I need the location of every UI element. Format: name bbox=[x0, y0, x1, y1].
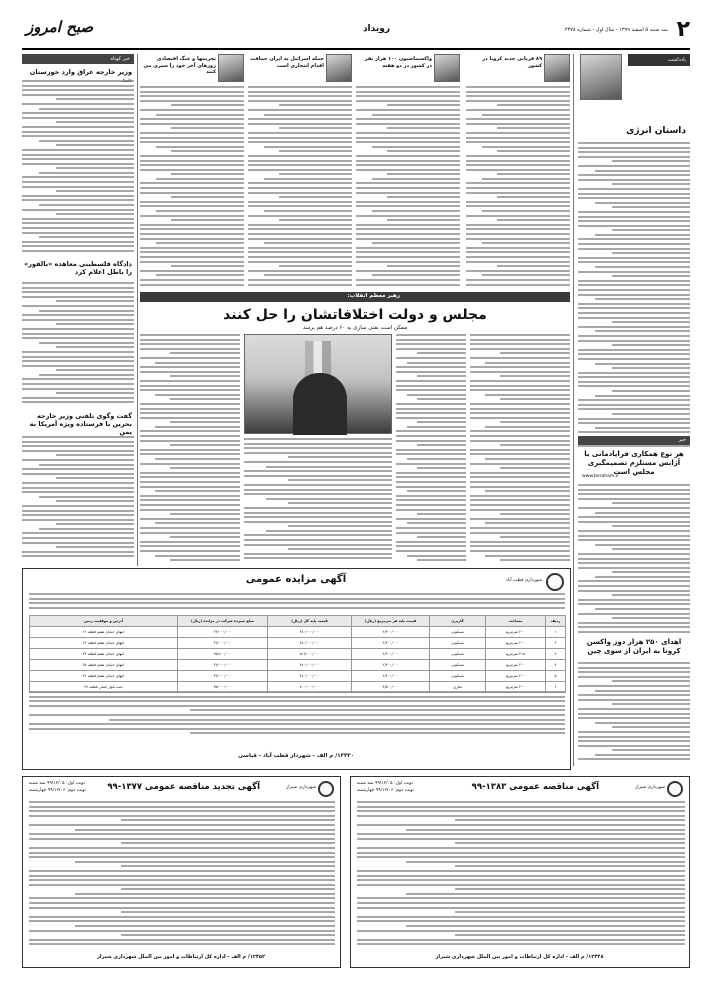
auction-conditions-text bbox=[29, 691, 565, 745]
news-headline-vaccine: اهدای ۲۵۰ هزار دوز واکسن کرونا به ایران از سوی چین bbox=[586, 638, 682, 655]
left-headline-balfour: دادگاه فلسطینی معاهده «بالفور» را باطل اعلام کرد bbox=[24, 260, 132, 276]
auction-org: شهرداری قطب آباد bbox=[505, 578, 542, 583]
table-cell: مسکونی bbox=[430, 660, 486, 671]
page-number: ۲ bbox=[676, 17, 690, 42]
table-cell: ۵۱۶/۰۰۰/۰۰۰ bbox=[268, 649, 352, 660]
table-cell: مسکونی bbox=[430, 627, 486, 638]
table-cell: ۳/۵۰۰/۰۰۰ bbox=[352, 682, 430, 693]
section-title: رویداد bbox=[362, 24, 390, 34]
table-cell: ۲۱۵ مترمربع bbox=[486, 649, 546, 660]
tender-date-1: نوبت اول: ۹۹/۱۲/۰۵ سه شنبه bbox=[29, 781, 85, 786]
main-story-headline: مجلس و دولت اختلافاتشان را حل کنند bbox=[223, 307, 487, 323]
opinion-website[interactable]: www.beraham.ir bbox=[582, 474, 619, 479]
top-news-text bbox=[248, 86, 352, 290]
table-cell: ۶ bbox=[546, 682, 566, 693]
col-header: آدرس و موقعیت زمین bbox=[30, 616, 178, 627]
tender-body-text bbox=[29, 801, 335, 949]
table-cell: ۲/۴۰۰/۰۰۰ bbox=[352, 671, 430, 682]
table-cell: ۴۸۰/۰۰۰/۰۰۰ bbox=[268, 671, 352, 682]
top-news-item bbox=[466, 54, 570, 290]
auction-title: آگهی مزایده عمومی bbox=[245, 574, 347, 585]
table-cell: ۵ bbox=[546, 671, 566, 682]
top-news-item bbox=[356, 54, 460, 290]
top-news-text bbox=[140, 86, 244, 290]
main-story bbox=[140, 292, 570, 567]
table-cell: ۳ bbox=[546, 649, 566, 660]
table-cell: انتهای خیابان هفتم قطعه ۲۵ bbox=[30, 660, 178, 671]
main-story-text-col-3 bbox=[140, 334, 240, 566]
news-badge: خبر bbox=[578, 436, 690, 445]
masthead-logo: صبح امروز bbox=[26, 18, 94, 36]
col-header: مساحت bbox=[486, 616, 546, 627]
opinion-title: داستان انرژی bbox=[626, 126, 686, 136]
tender-date-1: نوبت اول: ۹۹/۱۲/۰۵ سه شنبه bbox=[357, 781, 413, 786]
table-cell: ۲۴/۰۰۰/۰۰۰ bbox=[178, 671, 268, 682]
table-cell: ۳۵/۰۰۰/۰۰۰ bbox=[178, 682, 268, 693]
table-cell: ۴۸۰/۰۰۰/۰۰۰ bbox=[268, 660, 352, 671]
table-row bbox=[30, 660, 566, 671]
col-header: قیمت پایه کل (ریال) bbox=[268, 616, 352, 627]
auction-ad bbox=[22, 568, 571, 770]
opinion-text bbox=[578, 142, 690, 452]
table-cell: ۲۰۰ مترمربع bbox=[486, 627, 546, 638]
page-header bbox=[22, 18, 690, 48]
table-cell: ۲۰۰ مترمربع bbox=[486, 638, 546, 649]
col-header: کاربری bbox=[430, 616, 486, 627]
tender-date-2: نوبت دوم: ۹۹/۱۲/۰۶ چهارشنبه bbox=[29, 788, 86, 793]
auction-intro-text bbox=[29, 593, 565, 613]
table-cell: انتهای خیابان هفتم قطعه ۲۴ bbox=[30, 649, 178, 660]
table-cell: ۴۸۰/۰۰۰/۰۰۰ bbox=[268, 638, 352, 649]
main-story-text-col-4 bbox=[244, 438, 392, 566]
table-cell: ۲۰۰ مترمربع bbox=[486, 660, 546, 671]
table-cell: ۲۴/۰۰۰/۰۰۰ bbox=[178, 660, 268, 671]
table-row bbox=[30, 638, 566, 649]
top-news-title: حمله اسرائیل به ایران حماقت اقدام انتحاری است bbox=[250, 56, 324, 69]
table-cell: ۷۰۰/۰۰۰/۰۰۰ bbox=[268, 682, 352, 693]
header-rule bbox=[22, 48, 690, 50]
auction-table bbox=[29, 615, 566, 693]
table-cell: ۲/۴۰۰/۰۰۰ bbox=[352, 649, 430, 660]
left-headline-bahrain: گفت وگوی تلفنی وزیر خارجه بحرین با فرستاده ویژه آمریکا به یمن bbox=[29, 412, 132, 436]
opinion-badge: یادداشت bbox=[628, 54, 690, 66]
auction-footer: ۱۲۴۳۰/ م الف - شهردار قطب آباد - قیاسی bbox=[237, 753, 355, 759]
news-photo bbox=[434, 54, 460, 82]
left-text-3 bbox=[22, 436, 134, 564]
left-badge: خبر کوتاه bbox=[22, 54, 134, 64]
top-news-title: واکسیناسیون ۱۰۰ هزار نفر در کشور در دو هفته bbox=[364, 56, 432, 69]
news-photo bbox=[218, 54, 244, 82]
table-row bbox=[30, 627, 566, 638]
top-news-text bbox=[356, 86, 460, 290]
main-story-text-col-2 bbox=[396, 334, 466, 566]
top-news-title: ۸۹ قربانی جدید کرونا در کشور bbox=[482, 56, 542, 69]
table-row bbox=[30, 649, 566, 660]
news-headline-parliament: هر نوع همکاری فراپادمانی با آژانس مستلزم تصمیمگیری مجلس است bbox=[584, 450, 684, 476]
top-news-item bbox=[140, 54, 244, 290]
tender-footer: ۱۲۴۴۸/ م الف - اداره کل ارتباطات و امور بین الملل شهرداری شیراز bbox=[435, 954, 604, 960]
table-cell: ۲ bbox=[546, 638, 566, 649]
table-cell: جنب بلوار اصلی قطعه ۲۷ bbox=[30, 682, 178, 693]
table-cell: مسکونی bbox=[430, 638, 486, 649]
table-cell: ۲۴/۰۰۰/۰۰۰ bbox=[178, 627, 268, 638]
tender-ad-1377 bbox=[22, 776, 341, 968]
news-photo bbox=[544, 54, 570, 82]
table-cell: ۴ bbox=[546, 660, 566, 671]
main-story-text-col-1 bbox=[470, 334, 570, 566]
table-cell: مسکونی bbox=[430, 649, 486, 660]
tender-title: آگهی مناقصه عمومی ۱۳۸۳-۹۹ bbox=[471, 782, 599, 792]
shiraz-logo bbox=[318, 781, 334, 797]
left-news-column bbox=[22, 54, 134, 564]
top-news-text bbox=[466, 86, 570, 290]
col-header: ردیف bbox=[546, 616, 566, 627]
tender-ad-1383 bbox=[350, 776, 690, 968]
top-news-item bbox=[248, 54, 352, 290]
right-news-column bbox=[578, 436, 690, 766]
news-text-2 bbox=[578, 662, 690, 766]
left-text-2 bbox=[22, 282, 134, 408]
author-photo bbox=[580, 54, 622, 100]
top-news-strip bbox=[140, 54, 570, 290]
news-text-1 bbox=[578, 484, 690, 636]
tender-title: آگهی تجدید مناقصه عمومی ۱۳۷۷-۹۹ bbox=[107, 782, 260, 792]
main-story-kicker: رهبر معظم انقلاب: bbox=[347, 293, 400, 299]
shiraz-logo-text: شهرداری شیراز bbox=[635, 785, 665, 790]
table-cell: ۲/۴۰۰/۰۰۰ bbox=[352, 660, 430, 671]
tender-date-2: نوبت دوم: ۹۹/۱۲/۰۶ چهارشنبه bbox=[357, 788, 414, 793]
table-cell: ۲/۴۰۰/۰۰۰ bbox=[352, 638, 430, 649]
column-rule-left bbox=[137, 54, 138, 566]
table-cell: ۲/۴۰۰/۰۰۰ bbox=[352, 627, 430, 638]
table-cell: ۴۸۰/۰۰۰/۰۰۰ bbox=[268, 627, 352, 638]
table-cell: ۲۰۰ مترمربع bbox=[486, 682, 546, 693]
table-cell: مسکونی bbox=[430, 671, 486, 682]
news-photo bbox=[326, 54, 352, 82]
table-cell: انتهای خیابان هفتم قطعه ۱۳ bbox=[30, 638, 178, 649]
top-news-title: تحریمها و جنگ اقتصادی روزهای آخر خود را سپری می کنند bbox=[143, 56, 216, 75]
date-line: سه شنبه ۵ اسفند ۱۳۹۹ - سال اول - شماره ۴۳۷۸ bbox=[564, 27, 668, 33]
tender-footer: ۱۲۴۵۲/ م الف - اداره کل ارتباطات و امور بین الملل شهرداری شیراز bbox=[97, 954, 265, 960]
table-cell: انتهای خیابان هفتم قطعه ۲۶ bbox=[30, 671, 178, 682]
main-story-subhead: ممکن است نفتی سازی به ۶۰ درصد هم برسد bbox=[302, 325, 408, 331]
table-cell: ۲۴/۰۰۰/۰۰۰ bbox=[178, 638, 268, 649]
speaker-figure bbox=[293, 373, 347, 435]
left-text-1 bbox=[22, 80, 134, 256]
col-header: قیمت پایه هر مترمربع (ریال) bbox=[352, 616, 430, 627]
table-cell: ۱ bbox=[546, 627, 566, 638]
tender-body-text bbox=[357, 801, 685, 949]
table-cell: ۲۵/۸۰۰/۰۰۰ bbox=[178, 649, 268, 660]
table-cell: انتهای خیابان هفتم قطعه ۱۲ bbox=[30, 627, 178, 638]
col-header: مبلغ سپرده شرکت در مزایده (ریال) bbox=[178, 616, 268, 627]
main-story-photo bbox=[244, 334, 392, 434]
left-headline-iraq: وزیر خارجه عراق وارد خوزستان bbox=[29, 68, 132, 76]
shiraz-logo-text: شهرداری شیراز bbox=[286, 785, 316, 790]
table-row bbox=[30, 671, 566, 682]
shiraz-logo bbox=[667, 781, 683, 797]
column-rule-right bbox=[573, 54, 574, 766]
table-cell: ۲۰۰ مترمربع bbox=[486, 671, 546, 682]
table-cell: تجاری bbox=[430, 682, 486, 693]
